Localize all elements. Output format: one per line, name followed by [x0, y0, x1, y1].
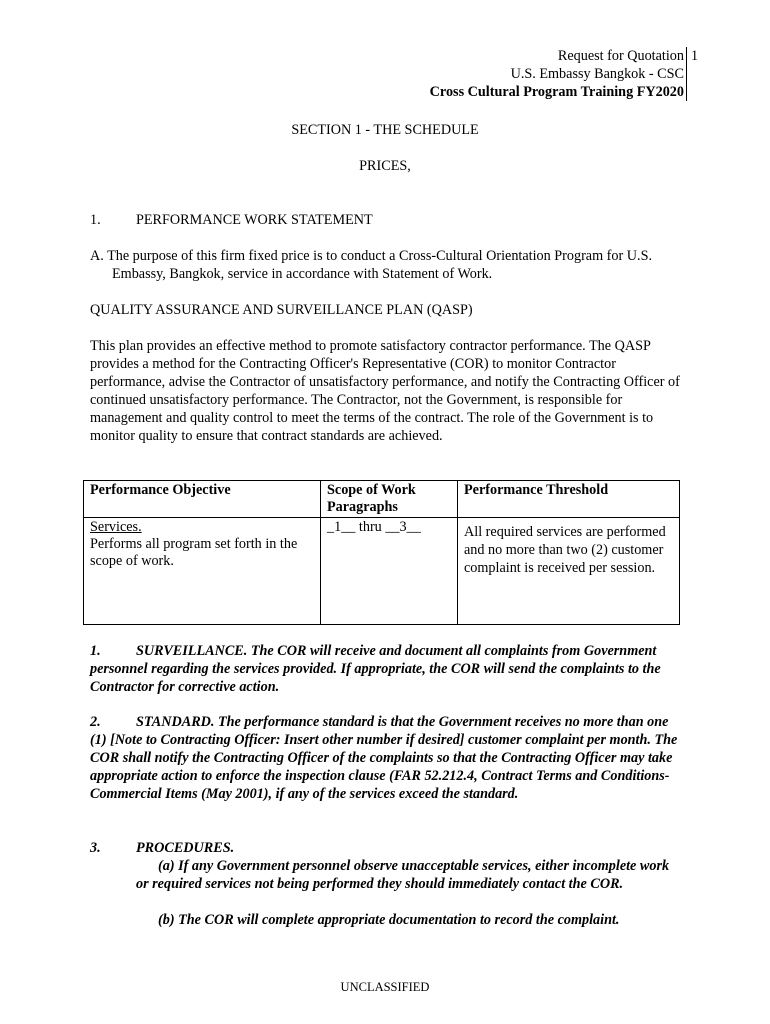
header-embassy: U.S. Embassy Bangkok - CSC	[510, 66, 684, 82]
procedures-number: 3.	[90, 840, 101, 856]
surveillance-number: 1.	[90, 643, 101, 659]
procedures-heading	[90, 839, 680, 857]
surveillance-text: SURVEILLANCE. The COR will receive and document all complaints from Government personnel regarding the services provided. If appropriate, the COR will send the complaints to the Contractor for corrective action.	[90, 643, 661, 695]
standard-number: 2.	[90, 714, 101, 730]
header-rfq: Request for Quotation	[557, 48, 684, 64]
pws-heading	[90, 211, 680, 229]
cell-scope: _1__ thru __3__	[321, 518, 458, 625]
performance-table	[83, 480, 680, 625]
prices-heading: PRICES,	[359, 158, 411, 174]
purpose-paragraph: A. The purpose of this firm fixed price is to conduct a Cross-Cultural Orientation Program for U.S. Embassy, Bangkok, service in accordance with Statement of Work.	[90, 248, 653, 282]
document-header	[430, 47, 684, 101]
pws-title: PERFORMANCE WORK STATEMENT	[136, 212, 373, 228]
table-header-row	[84, 481, 680, 518]
threshold-text: All required services are performed and no more than two (2) customer complaint is received per session.	[464, 524, 666, 576]
procedure-item-a: (a) If any Government personnel observe unacceptable services, either incomplete work or required services not being performed they should immediately contact the COR.	[136, 858, 670, 892]
qasp-heading: QUALITY ASSURANCE AND SURVEILLANCE PLAN (QASP)	[90, 302, 473, 318]
procedures-title: PROCEDURES.	[136, 840, 235, 856]
cell-objective	[84, 518, 321, 625]
objective-title: Services.	[90, 519, 142, 535]
procedure-item-b: (b) The COR will complete appropriate documentation to record the complaint.	[158, 912, 620, 928]
header-divider	[686, 47, 687, 101]
cell-threshold	[458, 518, 680, 625]
standard-text: STANDARD. The performance standard is that the Government receives no more than one (1) [Note to Contracting Officer: Insert other number if desired] customer complaint per month. The COR shall notify the Contracting Officer of the complaints so that the Contracting Officer may take appropriate action to enforce the inspection clause (FAR 52.212.4, Contract Terms and Conditions-Commercial Items (May 2001), if any of the services exceed the standard.	[90, 714, 678, 802]
table-row	[84, 518, 680, 625]
header-performance-threshold: Performance Threshold	[458, 481, 680, 518]
classification-footer: UNCLASSIFIED	[340, 980, 430, 994]
pws-number: 1.	[90, 212, 101, 228]
objective-text: Performs all program set forth in the scope of work.	[90, 536, 298, 569]
header-performance-objective: Performance Objective	[84, 481, 321, 518]
page-number: 1	[691, 48, 699, 64]
surveillance-paragraph	[90, 642, 680, 696]
header-program-title: Cross Cultural Program Training FY2020	[429, 84, 684, 100]
standard-paragraph	[90, 713, 680, 803]
qasp-paragraph: This plan provides an effective method to promote satisfactory contractor performance. The QASP provides a method for the Contracting Officer's Representative (COR) to monitor Contractor performance, advise the Contractor of unsatisfactory performance, and notify the Contracting Officer of continued unsatisfactory performance. The Contractor, not the Government, is responsible for management and quality control to meet the terms of the contract. The role of the Government is to monitor quality to ensure that contract standards are achieved.	[90, 338, 680, 444]
header-scope-of-work: Scope of Work Paragraphs	[321, 481, 458, 518]
section-title: SECTION 1 - THE SCHEDULE	[291, 122, 479, 138]
